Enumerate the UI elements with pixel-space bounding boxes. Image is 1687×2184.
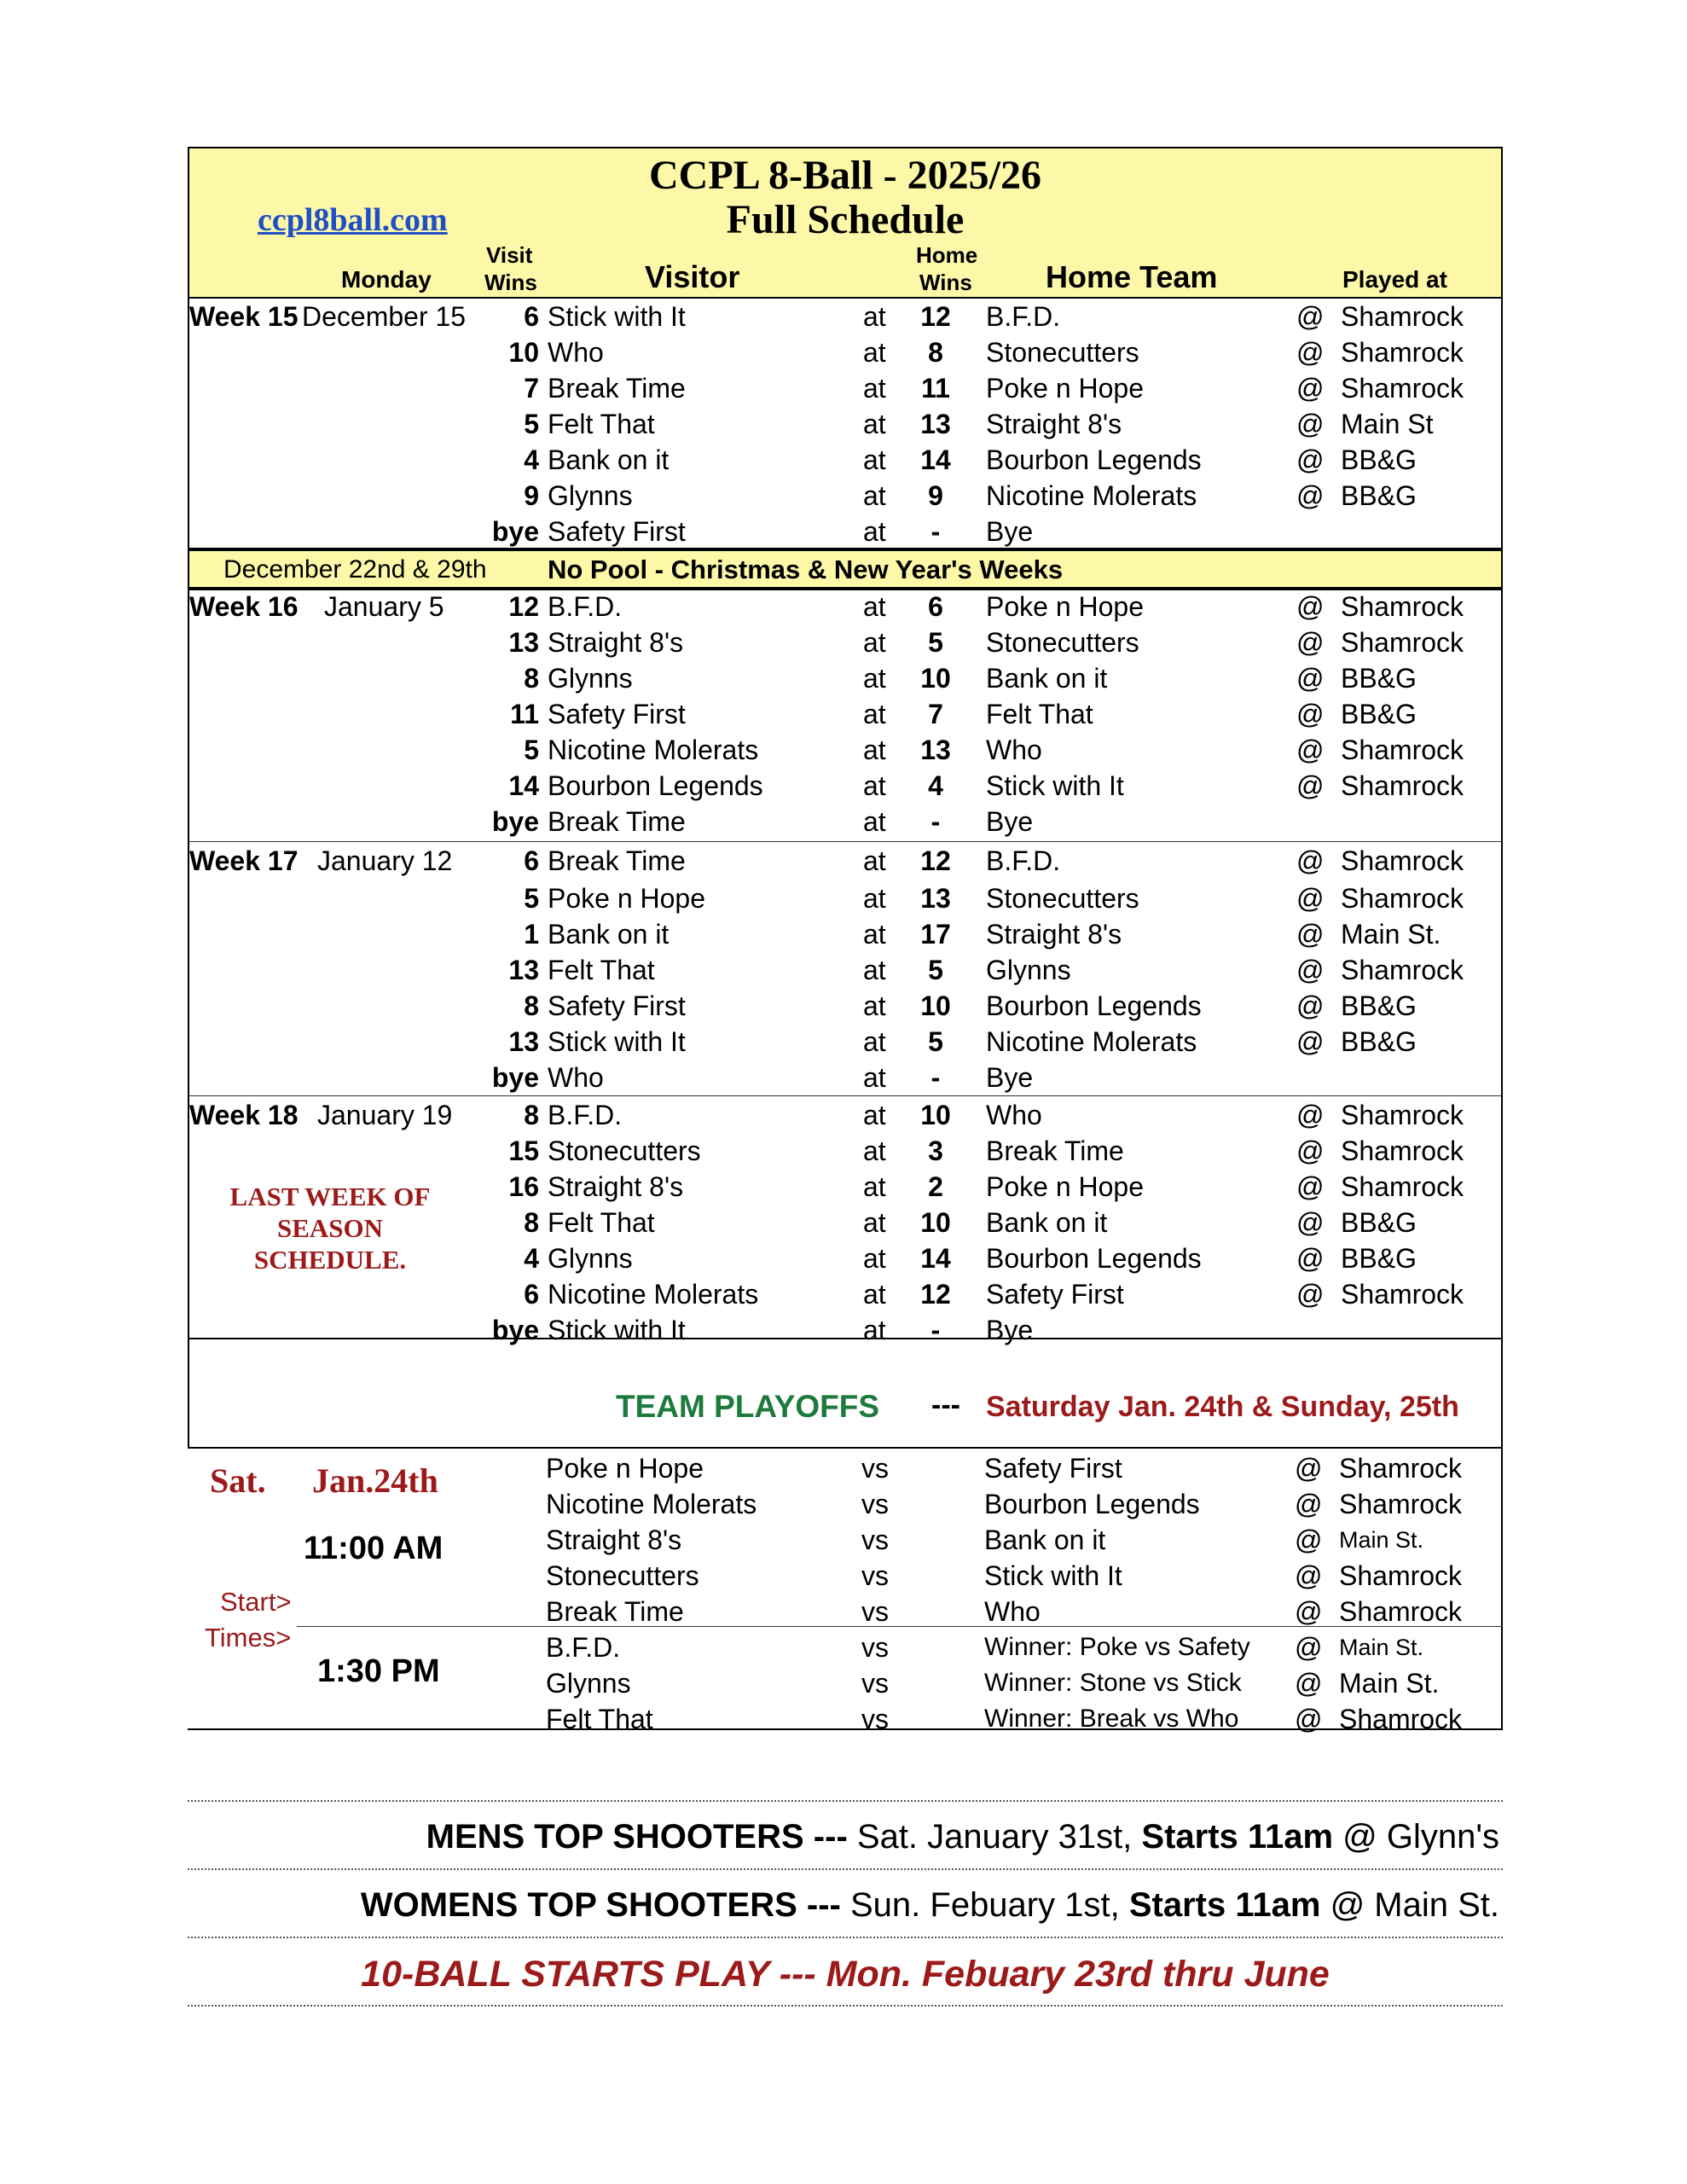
visit-wins: bye: [491, 806, 539, 837]
at-label: at: [863, 770, 886, 801]
at-sign: @: [1296, 627, 1325, 658]
visit-wins: 5: [524, 735, 539, 765]
at-label: at: [863, 845, 886, 876]
home-team: Bourbon Legends: [986, 444, 1202, 475]
at-label: at: [863, 699, 886, 729]
womens-where: @ Main St.: [1330, 1886, 1499, 1924]
mens-where: @ Glynn's: [1342, 1818, 1499, 1856]
home-team: Bank on it: [986, 1207, 1108, 1238]
womens-date: Sun. Febuary 1st,: [849, 1886, 1120, 1924]
visit-wins: 6: [524, 301, 539, 332]
venue: BB&G: [1341, 699, 1417, 729]
visitor-team: Stonecutters: [548, 1136, 701, 1166]
venue: Shamrock: [1341, 1279, 1464, 1310]
col-home-team: Home Team: [1046, 259, 1218, 294]
venue: Shamrock: [1341, 845, 1464, 876]
at-sign: @: [1296, 770, 1325, 801]
visitor-team: Bank on it: [548, 444, 670, 475]
visitor-team: Nicotine Molerats: [546, 1489, 757, 1519]
dotted-rule: [188, 2005, 1503, 2007]
visitor-team: Break Time: [548, 845, 686, 876]
at-sign: @: [1296, 409, 1325, 439]
times-label: Times>: [205, 1623, 292, 1653]
home-wins: -: [930, 1315, 941, 1345]
vs-label: vs: [861, 1525, 889, 1555]
at-sign: @: [1296, 663, 1325, 694]
no-pool-band: [189, 548, 1501, 590]
visitor-team: B.F.D.: [548, 1100, 623, 1130]
schedule-title: CCPL 8-Ball - 2025/26: [648, 153, 1041, 198]
week-label: Week 18: [189, 1100, 299, 1130]
visitor-team: Glynns: [548, 1243, 633, 1274]
visit-wins: 13: [508, 955, 539, 985]
at-sign: @: [1296, 845, 1325, 876]
visitor-team: Break Time: [546, 1596, 684, 1627]
last-week-note-line: SEASON: [276, 1213, 384, 1243]
venue: Shamrock: [1341, 735, 1464, 765]
home-team: B.F.D.: [986, 845, 1061, 876]
at-label: at: [863, 1171, 886, 1202]
no-pool-text: No Pool - Christmas & New Year's Weeks: [548, 555, 1064, 584]
round-divider: [297, 1626, 1503, 1627]
visit-wins: bye: [491, 516, 539, 547]
col-played-at: Played at: [1342, 266, 1447, 293]
home-wins: 7: [928, 699, 943, 729]
home-wins: 10: [920, 1207, 951, 1238]
at-sign: @: [1296, 1171, 1325, 1202]
schedule-table: [188, 147, 1503, 1345]
at-label: at: [863, 591, 886, 622]
at-sign: @: [1296, 1100, 1325, 1130]
at-sign: @: [1296, 1243, 1325, 1274]
home-wins: -: [930, 516, 941, 547]
playoffs-bottom-rule: [188, 1728, 1503, 1730]
last-week-note-line: LAST WEEK OF: [229, 1182, 431, 1211]
visitor-team: Nicotine Molerats: [548, 1279, 759, 1310]
last-week-note: [223, 1181, 437, 1275]
mens-label: MENS TOP SHOOTERS: [426, 1818, 804, 1856]
week-date: December 15: [302, 301, 467, 332]
visitor-team: Break Time: [548, 373, 686, 404]
vs-label: vs: [861, 1453, 889, 1484]
home-wins: 3: [928, 1136, 943, 1166]
visitor-team: Break Time: [548, 806, 686, 837]
at-sign: @: [1295, 1525, 1323, 1555]
home-team: Winner: Stone vs Stick: [984, 1669, 1242, 1697]
border-stub: [188, 1338, 189, 1449]
at-sign: @: [1296, 1279, 1325, 1310]
at-sign: @: [1296, 1026, 1325, 1057]
visit-wins: 5: [524, 883, 539, 914]
visitor-team: Safety First: [548, 516, 686, 547]
at-label: at: [863, 1315, 886, 1345]
visitor-team: Safety First: [548, 699, 686, 729]
visitor-team: Nicotine Molerats: [548, 735, 759, 765]
vs-label: vs: [861, 1560, 889, 1591]
venue: BB&G: [1341, 1207, 1417, 1238]
venue: Shamrock: [1341, 770, 1464, 801]
home-team: Stick with It: [984, 1560, 1122, 1591]
dotted-rule: [188, 1868, 1503, 1870]
at-sign: @: [1296, 301, 1325, 332]
home-team: Bye: [986, 806, 1034, 837]
home-wins: 17: [920, 919, 951, 950]
home-team: Who: [986, 735, 1042, 765]
at-sign: @: [1296, 480, 1325, 511]
at-sign: @: [1296, 735, 1325, 765]
venue: Shamrock: [1341, 337, 1464, 368]
at-label: at: [863, 1100, 886, 1130]
mens-top-shooters: [426, 1814, 1499, 1860]
visitor-team: B.F.D.: [548, 591, 623, 622]
at-label: at: [863, 337, 886, 368]
home-team: Stick with It: [986, 770, 1124, 801]
home-team: B.F.D.: [986, 301, 1061, 332]
at-label: at: [863, 735, 886, 765]
at-sign: @: [1296, 699, 1325, 729]
home-wins: 5: [928, 955, 943, 985]
week-label: Week 16: [189, 591, 299, 622]
at-label: at: [863, 1062, 886, 1093]
venue: Shamrock: [1339, 1453, 1463, 1484]
home-wins: 13: [920, 883, 951, 914]
at-sign: @: [1296, 337, 1325, 368]
home-team: Straight 8's: [986, 409, 1122, 439]
visit-wins: 5: [524, 409, 539, 439]
home-team: Winner: Break vs Who: [984, 1705, 1239, 1733]
col-visitor: Visitor: [645, 259, 740, 294]
home-team: Winner: Poke vs Safety: [984, 1633, 1250, 1661]
visit-wins: 8: [524, 990, 539, 1021]
vs-label: vs: [861, 1632, 889, 1663]
venue: Shamrock: [1339, 1704, 1463, 1734]
home-team: Safety First: [986, 1279, 1124, 1310]
visitor-team: Stick with It: [548, 301, 686, 332]
last-week-note-line: SCHEDULE.: [253, 1245, 407, 1275]
home-wins: 4: [928, 770, 943, 801]
venue: Shamrock: [1339, 1560, 1463, 1591]
at-sign: @: [1295, 1668, 1323, 1699]
col-visit-wins-2: Wins: [484, 270, 537, 295]
at-sign: @: [1296, 990, 1325, 1021]
at-label: at: [863, 663, 886, 694]
at-label: at: [863, 301, 886, 332]
at-sign: @: [1295, 1453, 1323, 1484]
playoffs-sep: ---: [931, 1389, 960, 1421]
home-team: Nicotine Molerats: [986, 1026, 1197, 1057]
visitor-team: Who: [548, 337, 604, 368]
womens-sep: ---: [806, 1886, 841, 1924]
venue: Shamrock: [1341, 627, 1464, 658]
venue: Shamrock: [1341, 1171, 1464, 1202]
home-wins: 2: [928, 1171, 943, 1202]
venue: BB&G: [1341, 1026, 1417, 1057]
mens-sep: ---: [813, 1818, 848, 1856]
venue: Main St.: [1339, 1668, 1440, 1699]
schedule-header: [189, 148, 1501, 299]
col-home-wins-1: Home: [916, 242, 978, 268]
home-wins: 10: [920, 990, 951, 1021]
home-wins: 10: [920, 1100, 951, 1130]
col-visit-wins-1: Visit: [486, 242, 533, 268]
at-label: at: [863, 1279, 886, 1310]
start-label: Start>: [220, 1587, 292, 1617]
home-team: Break Time: [986, 1136, 1124, 1166]
visit-wins: 14: [508, 770, 539, 801]
visitor-team: Felt That: [548, 1207, 655, 1238]
home-wins: 14: [920, 444, 951, 475]
home-team: Bye: [986, 1315, 1034, 1345]
playoffs-top-rule: [188, 1447, 1503, 1449]
playoffs-section: [188, 1338, 1503, 1734]
col-home-wins-2: Wins: [919, 270, 972, 295]
at-label: at: [863, 919, 886, 950]
venue: Shamrock: [1339, 1596, 1463, 1627]
home-wins: 12: [920, 845, 951, 876]
home-wins: 12: [920, 1279, 951, 1310]
home-wins: 9: [928, 480, 943, 511]
visit-wins: 4: [524, 1243, 539, 1274]
mens-starts: Starts 11am: [1141, 1818, 1334, 1856]
visit-wins: 16: [508, 1171, 539, 1202]
mens-date: Sat. January 31st,: [856, 1818, 1133, 1856]
home-wins: 13: [920, 409, 951, 439]
at-label: at: [863, 990, 886, 1021]
visitor-team: Stick with It: [548, 1026, 686, 1057]
visit-wins: 8: [524, 1207, 539, 1238]
home-wins: 5: [928, 1026, 943, 1057]
home-wins: 14: [920, 1243, 951, 1274]
venue: Shamrock: [1341, 955, 1464, 985]
schedule-subtitle: Full Schedule: [726, 197, 965, 242]
home-team: Stonecutters: [986, 337, 1139, 368]
home-team: Who: [984, 1596, 1041, 1627]
home-wins: 13: [920, 735, 951, 765]
visit-wins: 1: [524, 919, 539, 950]
playoffs-dates: Saturday Jan. 24th & Sunday, 25th: [986, 1391, 1459, 1423]
venue: BB&G: [1341, 1243, 1417, 1274]
at-sign: @: [1295, 1560, 1323, 1591]
visitor-team: Glynns: [546, 1668, 631, 1699]
venue: BB&G: [1341, 990, 1417, 1021]
visitor-team: Who: [548, 1062, 604, 1093]
at-label: at: [863, 516, 886, 547]
venue: Shamrock: [1341, 1100, 1464, 1130]
venue: Shamrock: [1339, 1489, 1463, 1519]
visit-wins: 8: [524, 1100, 539, 1130]
visitor-team: Glynns: [548, 480, 633, 511]
venue: Shamrock: [1341, 1136, 1464, 1166]
visitor-team: Glynns: [548, 663, 633, 694]
home-wins: 5: [928, 627, 943, 658]
home-team: Bye: [986, 1062, 1034, 1093]
home-team: Who: [986, 1100, 1042, 1130]
at-sign: @: [1296, 591, 1325, 622]
venue: Main St.: [1339, 1635, 1424, 1660]
at-sign: @: [1295, 1632, 1323, 1663]
at-sign: @: [1296, 883, 1325, 914]
home-team: Bye: [986, 516, 1034, 547]
venue: Shamrock: [1341, 591, 1464, 622]
at-label: at: [863, 883, 886, 914]
venue: BB&G: [1341, 480, 1417, 511]
at-label: at: [863, 955, 886, 985]
home-team: Bank on it: [984, 1525, 1106, 1555]
vs-label: vs: [861, 1489, 889, 1519]
playoffs-time-1: 11:00 AM: [304, 1531, 443, 1566]
playoffs-day: Sat.: [210, 1461, 266, 1500]
at-label: at: [863, 806, 886, 837]
at-sign: @: [1295, 1596, 1323, 1627]
visitor-team: Poke n Hope: [548, 883, 706, 914]
at-label: at: [863, 409, 886, 439]
venue: Shamrock: [1341, 883, 1464, 914]
visitor-team: Poke n Hope: [546, 1453, 704, 1484]
at-sign: @: [1296, 373, 1325, 404]
visit-wins: 4: [524, 444, 539, 475]
venue: Main St: [1341, 409, 1434, 439]
website-link[interactable]: ccpl8ball.com: [258, 202, 448, 238]
at-label: at: [863, 444, 886, 475]
week-divider: [189, 1095, 1501, 1096]
home-wins: -: [930, 1062, 941, 1093]
at-sign: @: [1295, 1489, 1323, 1519]
visit-wins: 11: [510, 699, 539, 729]
visit-wins: 15: [508, 1136, 539, 1166]
at-sign: @: [1295, 1704, 1323, 1734]
womens-starts: Starts 11am: [1128, 1886, 1321, 1924]
week-label: Week 15: [189, 301, 299, 332]
home-team: Nicotine Molerats: [986, 480, 1197, 511]
week-date: January 19: [317, 1100, 453, 1130]
at-label: at: [863, 627, 886, 658]
visitor-team: Felt That: [548, 409, 655, 439]
visitor-team: Bank on it: [548, 919, 670, 950]
col-monday: Monday: [341, 266, 432, 293]
home-team: Felt That: [986, 699, 1093, 729]
visitor-team: B.F.D.: [546, 1632, 621, 1663]
dotted-rule: [188, 1800, 1503, 1802]
home-wins: 11: [921, 373, 950, 404]
week-divider: [189, 841, 1501, 842]
visit-wins: 9: [524, 480, 539, 511]
week-date: January 5: [324, 591, 444, 622]
visit-wins: 10: [508, 337, 539, 368]
visitor-team: Stonecutters: [546, 1560, 699, 1591]
womens-top-shooters: [361, 1882, 1499, 1928]
at-sign: @: [1296, 1207, 1325, 1238]
visit-wins: 13: [508, 627, 539, 658]
visitor-team: Straight 8's: [548, 1171, 684, 1202]
at-label: at: [863, 1243, 886, 1274]
visitor-team: Felt That: [546, 1704, 653, 1734]
visit-wins: 7: [524, 373, 539, 404]
venue: BB&G: [1341, 444, 1417, 475]
visitor-team: Straight 8's: [548, 627, 684, 658]
ten-ball-notice: 10-BALL STARTS PLAY --- Mon. Febuary 23rd thru June: [361, 1954, 1330, 1995]
vs-label: vs: [861, 1668, 889, 1699]
dotted-rule: [188, 1937, 1503, 1938]
home-team: Bourbon Legends: [986, 1243, 1202, 1274]
week-label: Week 17: [189, 845, 299, 876]
home-wins: 10: [920, 663, 951, 694]
playoffs-time-2: 1:30 PM: [317, 1653, 440, 1689]
home-team: Stonecutters: [986, 627, 1139, 658]
at-label: at: [863, 480, 886, 511]
home-team: Bourbon Legends: [986, 990, 1202, 1021]
at-sign: @: [1296, 919, 1325, 950]
home-team: Poke n Hope: [986, 591, 1145, 622]
home-wins: 6: [928, 591, 943, 622]
at-label: at: [863, 1136, 886, 1166]
home-team: Bourbon Legends: [984, 1489, 1200, 1519]
playoffs-date: Jan.24th: [312, 1461, 438, 1500]
at-sign: @: [1296, 1136, 1325, 1166]
visit-wins: 8: [524, 663, 539, 694]
at-label: at: [863, 373, 886, 404]
at-sign: @: [1296, 955, 1325, 985]
vs-label: vs: [861, 1704, 889, 1734]
visit-wins: 6: [524, 1279, 539, 1310]
home-wins: 12: [920, 301, 951, 332]
home-team: Poke n Hope: [986, 1171, 1145, 1202]
at-label: at: [863, 1026, 886, 1057]
playoffs-title: TEAM PLAYOFFS: [616, 1389, 880, 1424]
visit-wins: 12: [508, 591, 539, 622]
visit-wins: 6: [524, 845, 539, 876]
venue: Main St.: [1341, 919, 1441, 950]
at-label: at: [863, 1207, 886, 1238]
at-sign: @: [1296, 444, 1325, 475]
home-team: Glynns: [986, 955, 1071, 985]
visitor-team: Safety First: [548, 990, 686, 1021]
home-team: Poke n Hope: [986, 373, 1145, 404]
home-team: Stonecutters: [986, 883, 1139, 914]
visitor-team: Straight 8's: [546, 1525, 682, 1555]
visit-wins: bye: [491, 1062, 539, 1093]
venue: BB&G: [1341, 663, 1417, 694]
venue: Shamrock: [1341, 301, 1464, 332]
womens-label: WOMENS TOP SHOOTERS: [360, 1886, 797, 1924]
visitor-team: Stick with It: [548, 1315, 686, 1345]
visitor-team: Bourbon Legends: [548, 770, 763, 801]
visitor-team: Felt That: [548, 955, 655, 985]
week-date: January 12: [317, 845, 453, 876]
venue: Shamrock: [1341, 373, 1464, 404]
venue: Main St.: [1339, 1527, 1424, 1553]
home-team: Bank on it: [986, 663, 1108, 694]
home-team: Safety First: [984, 1453, 1122, 1484]
home-wins: 8: [928, 337, 943, 368]
visit-wins: 13: [508, 1026, 539, 1057]
home-team: Straight 8's: [986, 919, 1122, 950]
no-pool-dates: December 22nd & 29th: [223, 555, 487, 584]
visit-wins: bye: [491, 1315, 539, 1345]
vs-label: vs: [861, 1596, 889, 1627]
home-wins: -: [930, 806, 941, 837]
